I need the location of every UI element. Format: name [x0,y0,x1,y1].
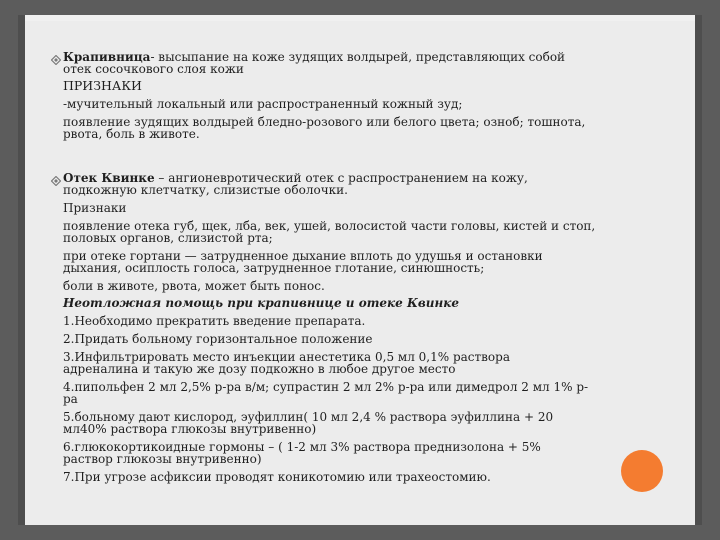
help-step-3b: адреналина и такую же дозу подкожно в любое другое место [63,362,456,376]
quincke-sign-3: боли в животе, рвота, может быть понос. [63,279,325,293]
section-quincke [63,172,623,483]
help-step-6b: раствор глюкозы внутривенно) [63,452,262,466]
quincke-sign-1a: появление отека губ, щек, лба, век, ушей, волосистой части головы, кистей и стоп, [63,219,596,233]
help-step-1: 1.Необходимо прекратить введение препарата. [63,314,366,328]
quincke-sign-2a: при отеке гортани — затрудненное дыхание вплоть до удушья и остановки [63,249,543,263]
help-step-4a: 4.пипольфен 2 мл 2,5% р-ра в/м; супрастин 2 мл 2% р-ра или димедрол 2 мл 1% р- [63,380,589,394]
slide-frame [18,15,702,525]
urticaria-sign-1: -мучительный локальный или распространенный кожный зуд; [63,97,463,111]
quincke-sign-1b: половых органов, слизистой рта; [63,231,273,245]
urticaria-sign-2a: появление зудящих волдырей бледно-розового или белого цвета; озноб; тошнота, [63,115,586,129]
help-step-6a: 6.глюкокортикоидные гормоны – ( 1-2 мл 3% раствора преднизолона + 5% [63,440,541,454]
urticaria-definition-2: отек сосочкового слоя кожи [63,62,244,76]
quincke-signs-heading: Признаки [63,201,127,215]
help-step-2: 2.Придать больному горизонтальное положение [63,332,373,346]
urticaria-sign-2b: рвота, боль в животе. [63,127,200,141]
quincke-sign-2b: дыхания, осиплость голоса, затрудненное глотание, синюшность; [63,261,485,275]
quincke-term: Отек Квинке [63,171,155,185]
help-step-3a: 3.Инфильтрировать место инъекции анестетика 0,5 мл 0,1% раствора [63,350,510,364]
urticaria-definition-1: - высыпание на коже зудящих волдырей, представляющих собой [150,50,566,64]
help-step-5a: 5.больному дают кислород, эуфиллин( 10 мл 2,4 % раствора эуфиллина + 20 [63,410,554,424]
quincke-definition-2: подкожную клетчатку, слизистые оболочки. [63,183,348,197]
diamond-bullet-icon [51,176,61,186]
orange-circle-decoration [621,450,663,492]
urticaria-signs-heading: ПРИЗНАКИ [63,78,142,93]
emergency-help-heading: Неотложная помощь при крапивнице и отеке Квинке [63,296,459,310]
section-urticaria [63,51,623,140]
help-step-7: 7.При угрозе асфиксии проводят коникотомию или трахеостомию. [63,470,491,484]
urticaria-term: Крапивница [63,50,151,64]
diamond-bullet-icon [51,55,61,65]
quincke-definition-1: – ангионевротический отек с распространением на кожу, [154,171,528,185]
slide-content [25,15,695,525]
help-step-4b: ра [63,392,78,406]
help-step-5b: мл40% раствора глюкозы внутривенно) [63,422,317,436]
